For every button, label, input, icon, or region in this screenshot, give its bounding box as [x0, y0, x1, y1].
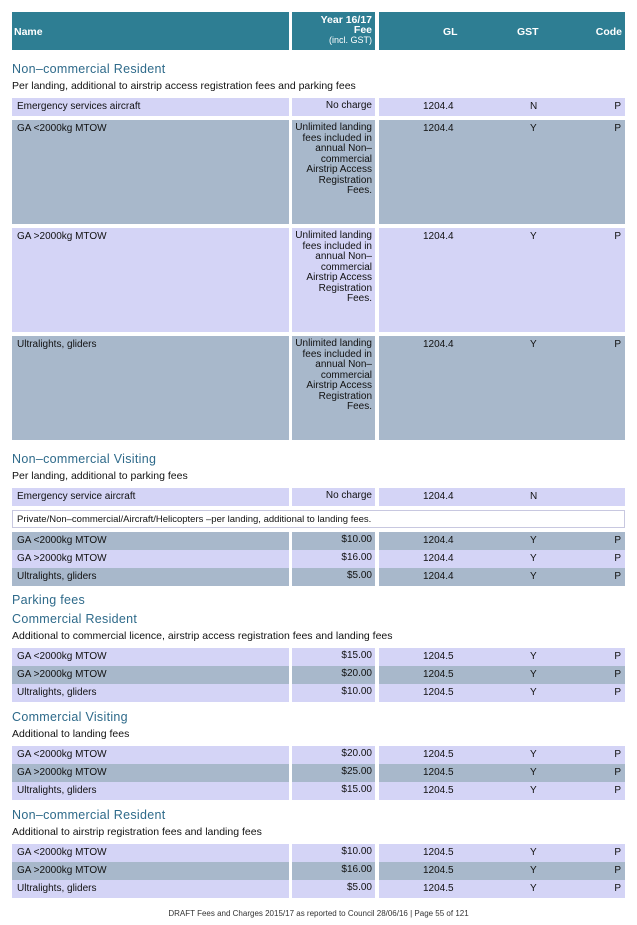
header-code: Code	[595, 26, 622, 38]
table-row: GA >2000kg MTOW $16.00 1204.5 Y P	[12, 862, 625, 880]
parking-fees-title: Parking fees	[12, 593, 86, 607]
header-gl: GL	[443, 26, 458, 38]
table-note: Private/Non–commercial/Aircraft/Helicopters –per landing, additional to landing fees.	[12, 510, 625, 528]
header-gst: GST	[517, 26, 539, 38]
table-header	[12, 12, 625, 50]
table-row: Ultralights, gliders Unlimited landing fees included in annual Non–commercial Airstrip Access Registration Fees. 1204.4 Y P	[12, 336, 625, 440]
table-row: Ultralights, gliders $10.00 1204.5 Y P	[12, 684, 625, 702]
fee-table	[12, 746, 625, 800]
fee-schedule-page	[12, 12, 625, 898]
section-description: Additional to commercial licence, airstrip access registration fees and landing fees	[12, 630, 393, 642]
fee-table	[12, 844, 625, 898]
section-description: Per landing, additional to parking fees	[12, 470, 188, 482]
table-row: Ultralights, gliders $5.00 1204.5 Y P	[12, 880, 625, 898]
page-footer: DRAFT Fees and Charges 2015/17 as reported to Council 28/06/16 | Page 55 of 121	[168, 909, 469, 918]
header-name: Name	[14, 26, 43, 38]
table-row: GA >2000kg MTOW $25.00 1204.5 Y P	[12, 764, 625, 782]
table-row: GA >2000kg MTOW Unlimited landing fees included in annual Non–commercial Airstrip Access Registration Fees. 1204.4 Y P	[12, 228, 625, 332]
table-row: GA >2000kg MTOW $20.00 1204.5 Y P	[12, 666, 625, 684]
table-row: GA <2000kg MTOW Unlimited landing fees included in annual Non–commercial Airstrip Access Registration Fees. 1204.4 Y P	[12, 120, 625, 224]
section-title: Commercial Visiting	[12, 710, 128, 724]
section-description: Per landing, additional to airstrip access registration fees and parking fees	[12, 80, 356, 92]
table-row: GA <2000kg MTOW $10.00 1204.4 Y P	[12, 532, 625, 550]
section-title: Non–commercial Visiting	[12, 452, 157, 466]
table-row: GA <2000kg MTOW $20.00 1204.5 Y P	[12, 746, 625, 764]
table-row: GA >2000kg MTOW $16.00 1204.4 Y P	[12, 550, 625, 568]
table-row: GA <2000kg MTOW $10.00 1204.5 Y P	[12, 844, 625, 862]
section-title: Commercial Resident	[12, 612, 138, 626]
section-description: Additional to landing fees	[12, 728, 130, 740]
fee-table	[12, 98, 625, 440]
section-description: Additional to airstrip registration fees and landing fees	[12, 826, 262, 838]
table-row: GA <2000kg MTOW $15.00 1204.5 Y P	[12, 648, 625, 666]
table-row: Ultralights, gliders $15.00 1204.5 Y P	[12, 782, 625, 800]
fee-table	[12, 648, 625, 702]
fee-table	[12, 488, 625, 586]
section-title: Non–commercial Resident	[12, 62, 166, 76]
table-row: Emergency service aircraft No charge 1204.4 N	[12, 488, 625, 506]
table-row: Ultralights, gliders $5.00 1204.4 Y P	[12, 568, 625, 586]
header-fee: Year 16/17 Fee (incl. GST)	[320, 14, 372, 45]
section-title: Non–commercial Resident	[12, 808, 166, 822]
table-row: Emergency services aircraft No charge 1204.4 N P	[12, 98, 625, 116]
